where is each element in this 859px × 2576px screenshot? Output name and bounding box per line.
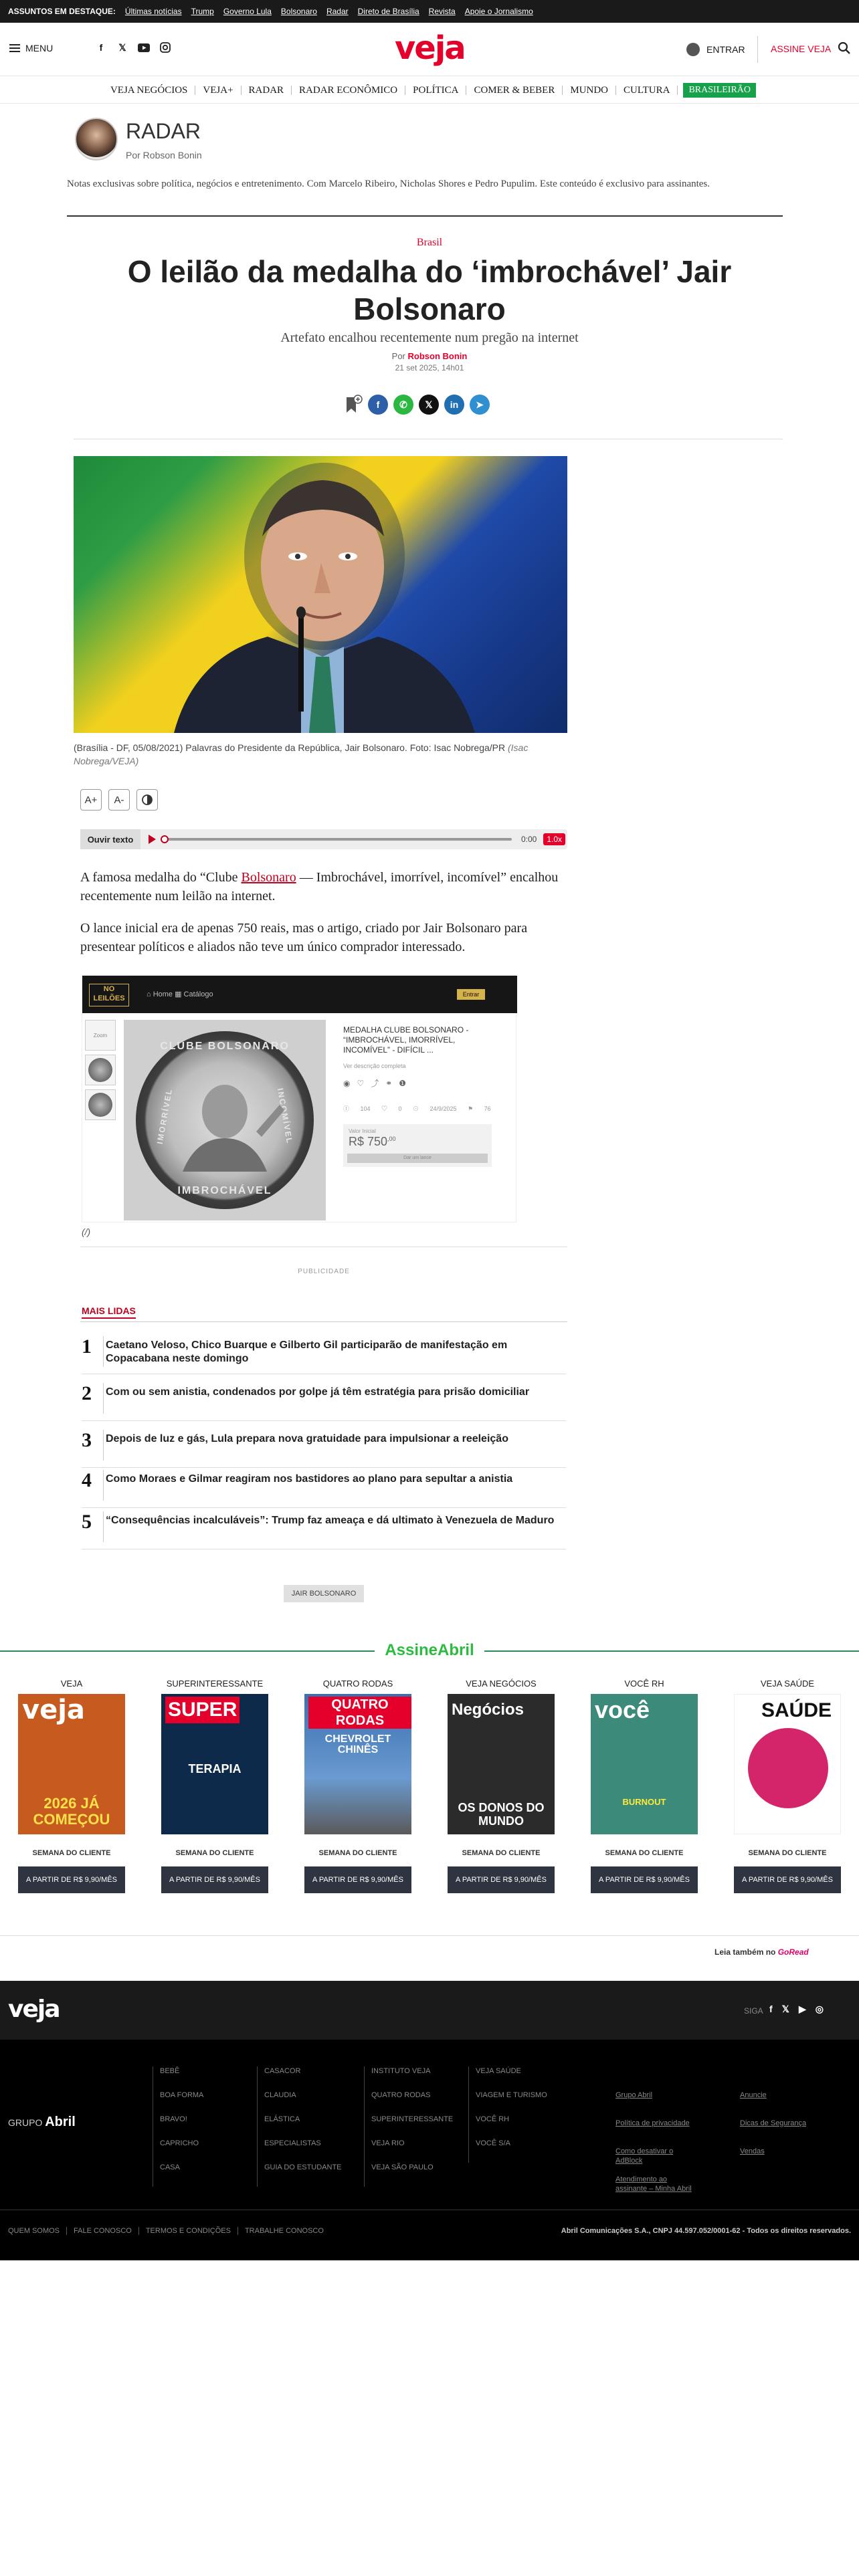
- price-cents: ,00: [387, 1136, 396, 1142]
- magazine-cover[interactable]: [448, 1694, 555, 1834]
- footer-link[interactable]: VOCÊ S/A: [476, 2139, 510, 2147]
- login-label: ENTRAR: [706, 44, 745, 55]
- nav-item[interactable]: VEJA+: [195, 86, 241, 95]
- footer-link[interactable]: BEBÊ: [160, 2067, 180, 2075]
- share-bar: [344, 395, 490, 415]
- most-read-headline[interactable]: Depois de luz e gás, Lula prepara nova gratuidade para impulsionar a reeleição: [106, 1433, 508, 1444]
- publish-date: 21 set 2025, 14h01: [395, 363, 464, 372]
- facebook-icon[interactable]: f: [769, 2004, 773, 2014]
- magazine-name: QUATRO RODAS: [322, 1679, 393, 1689]
- footer-link[interactable]: BRAVO!: [160, 2115, 187, 2123]
- trending-link[interactable]: Bolsonaro: [280, 7, 317, 16]
- author-link[interactable]: Robson Bonin: [407, 351, 468, 361]
- paragraph-text: — Imbrochável, imorrível, incomível” encalhou recentemente num leilão na internet.: [80, 870, 559, 903]
- divider: [67, 215, 783, 217]
- footer-link[interactable]: Anuncie: [740, 2091, 767, 2099]
- nav-item[interactable]: VEJA NEGÓCIOS: [103, 86, 195, 95]
- telegram-icon[interactable]: ➤: [470, 395, 490, 415]
- image-thumb: [85, 1055, 116, 1085]
- bookmark-icon[interactable]: [344, 395, 363, 415]
- nav-item[interactable]: POLÍTICA: [405, 86, 466, 95]
- hamburger-icon: [9, 44, 20, 52]
- most-read-heading: MAIS LIDAS: [82, 1305, 136, 1319]
- trending-link[interactable]: Governo Lula: [223, 7, 272, 16]
- section-nav: [0, 77, 859, 104]
- medal-text-right: INCOMÍVEL: [275, 1087, 295, 1145]
- auction-site-header: [82, 976, 517, 1013]
- x-icon[interactable]: 𝕏: [118, 41, 126, 53]
- x-icon[interactable]: 𝕏: [781, 2004, 789, 2014]
- caption-credit: (Isac Nobrega/VEJA): [74, 742, 529, 766]
- article-title: O leilão da medalha do ‘imbrochável’ Jair Bolsonaro: [127, 254, 732, 326]
- price-box: [343, 1124, 492, 1167]
- byline-prefix: Por: [391, 351, 405, 361]
- most-read-item[interactable]: [82, 1469, 566, 1509]
- medal-image: [136, 1031, 314, 1209]
- whatsapp-icon[interactable]: ✆: [393, 395, 413, 415]
- product-action-icons: ◉♡⤴⚭❶: [343, 1079, 413, 1088]
- font-decrease-button[interactable]: A-: [108, 789, 130, 811]
- rank-number: 2: [82, 1382, 92, 1404]
- facebook-icon[interactable]: f: [99, 42, 103, 53]
- magazine-offer: [151, 1679, 278, 1893]
- medal-photo: [124, 1020, 326, 1220]
- cover-title: Negócios: [452, 1701, 524, 1719]
- header-divider: [757, 36, 758, 63]
- trending-link[interactable]: Direto de Brasília: [357, 7, 419, 16]
- follow-label: SIGA: [744, 2006, 763, 2016]
- offer-label: SEMANA DO CLIENTE: [605, 1849, 684, 1857]
- cover-headline: CHEVROLET CHINÊS: [324, 1733, 391, 1755]
- trending-label: ASSUNTOS EM DESTAQUE:: [8, 7, 116, 16]
- medal-text-top: CLUBE BOLSONARO: [160, 1041, 290, 1052]
- footer-links: [0, 2040, 859, 2260]
- read-also-label: Leia também no: [714, 1947, 776, 1957]
- listen-label: Ouvir texto: [80, 829, 140, 849]
- footer-link[interactable]: VEJA SAÚDE: [476, 2067, 521, 2075]
- cover-title: veja: [22, 1695, 85, 1725]
- cover-headline: BURNOUT: [622, 1797, 666, 1807]
- most-read-item[interactable]: [82, 1510, 566, 1550]
- columnist-avatar[interactable]: [75, 118, 118, 160]
- footer-link[interactable]: CASACOR: [264, 2067, 301, 2075]
- login-button[interactable]: [686, 43, 745, 56]
- column-author: Por Robson Bonin: [126, 150, 202, 160]
- rank-number: 4: [82, 1469, 92, 1491]
- site-header: [0, 23, 859, 76]
- magazine-offer: [438, 1679, 565, 1893]
- cover-headline: TERAPIA: [188, 1762, 242, 1776]
- linkedin-icon[interactable]: in: [444, 395, 464, 415]
- price-value: [349, 1135, 396, 1149]
- footer-link[interactable]: SUPERINTERESSANTE: [371, 2115, 454, 2123]
- footer-top: [0, 1981, 859, 2040]
- divider: [0, 1935, 859, 1936]
- footer-column: [609, 2090, 696, 2203]
- magazine-cover[interactable]: [591, 1694, 698, 1834]
- subscribe-offer-button[interactable]: A PARTIR DE R$ 9,90/MÊS: [448, 1866, 555, 1893]
- audio-time: 0:00: [521, 835, 537, 844]
- footer-link[interactable]: CASA: [160, 2163, 180, 2171]
- magazine-offer: [581, 1679, 708, 1893]
- footer-column: [257, 2066, 342, 2187]
- footer-link[interactable]: VOCÊ RH: [476, 2115, 510, 2123]
- footer-link[interactable]: Vendas: [740, 2147, 765, 2155]
- magazine-cover[interactable]: [161, 1694, 268, 1834]
- footer-bottom-link[interactable]: QUEM SOMOS: [8, 2227, 67, 2235]
- assine-abril-logo[interactable]: AssineAbril: [375, 1641, 484, 1660]
- bid-button: Dar um lance: [347, 1154, 488, 1163]
- article-kicker[interactable]: Brasil: [416, 237, 443, 248]
- photo-caption: [74, 741, 542, 768]
- copyright: Abril Comunicações S.A., CNPJ 44.597.052/0001-62 - Todos os direitos reservados.: [561, 2227, 851, 2235]
- medal-text-bottom: IMBROCHÁVEL: [177, 1185, 272, 1196]
- nav-item[interactable]: RADAR ECONÔMICO: [292, 86, 405, 95]
- footer-bottom-links: [8, 2227, 330, 2235]
- bolsonaro-link[interactable]: Bolsonaro: [241, 870, 296, 885]
- cover-title: você: [595, 1696, 650, 1723]
- article-paragraph: [80, 868, 567, 905]
- footer-link[interactable]: ELÁSTICA: [264, 2115, 300, 2123]
- article-subtitle: Artefato encalhou recentemente num pregão na internet: [280, 330, 579, 345]
- subscribe-link[interactable]: ASSINE VEJA: [771, 43, 832, 54]
- footer-link[interactable]: GUIA DO ESTUDANTE: [264, 2163, 342, 2171]
- nav-highlight-badge[interactable]: BRASILEIRÃO: [683, 83, 756, 98]
- trending-link[interactable]: Radar: [326, 7, 349, 16]
- most-read-item[interactable]: [82, 1382, 566, 1422]
- price-main: R$ 750: [349, 1135, 388, 1148]
- nav-item[interactable]: RADAR: [242, 86, 292, 95]
- auction-screenshot: [82, 975, 516, 1222]
- subscribe-offer-button[interactable]: A PARTIR DE R$ 9,90/MÊS: [304, 1866, 411, 1893]
- trending-strip: [0, 0, 859, 23]
- subscribe-offer-button[interactable]: A PARTIR DE R$ 9,90/MÊS: [591, 1866, 698, 1893]
- article-photo: [74, 456, 567, 733]
- most-read-item[interactable]: [82, 1335, 566, 1375]
- magazine-cover[interactable]: [18, 1694, 125, 1834]
- grupo-abril-logo[interactable]: [8, 2115, 76, 2130]
- facebook-icon[interactable]: f: [368, 395, 388, 415]
- audio-progress-track[interactable]: [164, 838, 512, 841]
- product-title: MEDALHA CLUBE BOLSONARO - “IMBROCHÁVEL, IMORRÍVEL, INCOMÍVEL” - DIFÍCIL ...: [343, 1025, 469, 1055]
- goread-logo[interactable]: GoRead: [777, 1947, 809, 1957]
- cover-headline: 2026 JÁ COMEÇOU: [33, 1795, 110, 1828]
- subscribe-offer-button[interactable]: A PARTIR DE R$ 9,90/MÊS: [161, 1866, 268, 1893]
- zoom-thumb: [85, 1020, 116, 1051]
- trending-link[interactable]: Apoie o Jornalismo: [464, 7, 533, 16]
- header-social: [95, 41, 171, 53]
- article-paragraph: O lance inicial era de apenas 750 reais, mas o artigo, criado por Jair Bolsonaro para presentear políticos e aliados não teve um único comprador interessado.: [80, 921, 528, 954]
- footer-link[interactable]: CAPRICHO: [160, 2139, 199, 2147]
- nav-item[interactable]: COMER & BEBER: [466, 86, 563, 95]
- paragraph-text: A famosa medalha do “Clube: [80, 870, 242, 885]
- auction-site-button: Entrar: [457, 989, 485, 1000]
- search-icon[interactable]: [838, 41, 851, 59]
- magazine-name: SUPERINTERESSANTE: [166, 1679, 264, 1689]
- footer-link[interactable]: Atendimento ao assinante – Minha Abril: [615, 2175, 692, 2193]
- magazine-name: VEJA SAÚDE: [760, 1679, 815, 1689]
- contrast-icon[interactable]: [136, 789, 158, 811]
- subscribe-offer-button[interactable]: A PARTIR DE R$ 9,90/MÊS: [18, 1866, 125, 1893]
- magazine-name: VOCÊ RH: [624, 1679, 664, 1689]
- footer-link[interactable]: Dicas de Segurança: [740, 2119, 807, 2127]
- cover-title: SUPER: [165, 1697, 240, 1723]
- trending-link[interactable]: Últimas notícias: [124, 7, 182, 16]
- footer-link[interactable]: INSTITUTO VEJA: [371, 2067, 431, 2075]
- veja-logo[interactable]: veja: [395, 29, 465, 67]
- footer-column: [468, 2066, 547, 2163]
- rank-number: 3: [82, 1429, 92, 1451]
- magazine-cover[interactable]: [304, 1694, 411, 1834]
- audio-player: [80, 829, 567, 849]
- most-read-headline[interactable]: Como Moraes e Gilmar reagiram nos bastidores ao plano para sepultar a anistia: [106, 1473, 513, 1485]
- footer-link[interactable]: QUATRO RODAS: [371, 2091, 431, 2099]
- most-read-headline[interactable]: Com ou sem anistia, condenados por golpe já têm estratégia para prisão domiciliar: [106, 1386, 530, 1398]
- accessibility-tools: [80, 789, 158, 811]
- product-stats: Ⓘ 104 ♡ 0 ⊙ 24/9/2025 ⚑ 76: [343, 1105, 491, 1112]
- footer-link[interactable]: CLAUDIA: [264, 2091, 296, 2099]
- footer-link[interactable]: Grupo Abril: [615, 2091, 653, 2099]
- image-thumb: [85, 1089, 116, 1120]
- footer-column: [364, 2066, 453, 2187]
- rank-number: 5: [82, 1511, 92, 1533]
- group-brand: Abril: [45, 2115, 76, 2129]
- font-increase-button[interactable]: A+: [80, 789, 102, 811]
- instagram-icon[interactable]: [159, 41, 171, 53]
- most-read-headline[interactable]: Caetano Veloso, Chico Buarque e Gilberto Gil participarão de manifestação em Copacabana neste domingo: [106, 1339, 508, 1364]
- footer-bottom-link[interactable]: FALE CONOSCO: [67, 2227, 139, 2235]
- footer-link[interactable]: ESPECIALISTAS: [264, 2139, 321, 2147]
- footer-column: [153, 2066, 203, 2187]
- footer-bottom-link[interactable]: TRABALHE CONOSCO: [244, 2227, 324, 2235]
- zoom-label: Zoom: [93, 1032, 108, 1039]
- subscribe-offer-button[interactable]: A PARTIR DE R$ 9,90/MÊS: [734, 1866, 841, 1893]
- most-read-item[interactable]: [82, 1428, 566, 1469]
- column-description: Notas exclusivas sobre política, negócios e entretenimento. Com Marcelo Ribeiro, Nicholas Shores e Pedro Pupulim. Este conteúdo é exclusivo para assinantes.: [67, 179, 710, 189]
- nav-item[interactable]: MUNDO: [563, 86, 616, 95]
- read-also[interactable]: [714, 1947, 809, 1957]
- byline: [0, 351, 859, 361]
- group-label: GRUPO: [8, 2117, 43, 2128]
- magazine-name: VEJA NEGÓCIOS: [466, 1679, 537, 1689]
- embed-link[interactable]: (/): [82, 1226, 91, 1237]
- rank-number: 1: [82, 1335, 92, 1358]
- offer-label: SEMANA DO CLIENTE: [748, 1849, 827, 1857]
- offer-label: SEMANA DO CLIENTE: [175, 1849, 254, 1857]
- user-icon: [686, 43, 700, 56]
- footer-bottom-link[interactable]: TERMOS E CONDIÇÕES: [139, 2227, 238, 2235]
- topic-tag[interactable]: JAIR BOLSONARO: [284, 1585, 364, 1602]
- magazine-cover[interactable]: [734, 1694, 841, 1834]
- cover-art: [748, 1728, 828, 1808]
- footer-veja-logo[interactable]: veja: [8, 1996, 60, 2023]
- advertising-label: PUBLICIDADE: [298, 1268, 350, 1275]
- auction-site-logo: NO LEILÕES: [89, 984, 129, 1006]
- trending-link[interactable]: Revista: [428, 7, 456, 16]
- footer-social: [769, 2004, 824, 2015]
- menu-button[interactable]: [9, 43, 53, 53]
- trending-link[interactable]: Trump: [191, 7, 214, 16]
- divider: [80, 1321, 567, 1322]
- menu-label: MENU: [25, 43, 54, 53]
- footer-link[interactable]: BOA FORMA: [160, 2091, 204, 2099]
- youtube-icon[interactable]: [138, 41, 150, 53]
- x-icon[interactable]: 𝕏: [419, 395, 439, 415]
- offer-label: SEMANA DO CLIENTE: [32, 1849, 111, 1857]
- most-read-headline[interactable]: “Consequências incalculáveis”: Trump faz ameaça e dá ultimato à Venezuela de Maduro: [106, 1515, 555, 1526]
- cover-headline: OS DONOS DO MUNDO: [458, 1801, 545, 1828]
- footer-column: [733, 2090, 806, 2175]
- footer-link[interactable]: Política de privacidade: [615, 2119, 690, 2127]
- playback-speed-button[interactable]: 1.0x: [543, 833, 565, 845]
- audio-progress-knob[interactable]: [161, 835, 169, 843]
- footer-link[interactable]: Como desativar o AdBlock: [615, 2147, 674, 2165]
- magazine-name: VEJA: [60, 1679, 83, 1689]
- cover-title: QUATRO RODAS: [308, 1697, 411, 1729]
- offer-label: SEMANA DO CLIENTE: [318, 1849, 397, 1857]
- play-icon[interactable]: [149, 835, 156, 844]
- nav-item[interactable]: CULTURA: [616, 86, 678, 95]
- medal-text-left: IMORRÍVEL: [155, 1087, 175, 1145]
- cover-title: SAÚDE: [761, 1699, 832, 1721]
- youtube-icon[interactable]: ▶: [798, 2004, 806, 2014]
- magazine-offer: [724, 1679, 851, 1893]
- offer-label: SEMANA DO CLIENTE: [462, 1849, 541, 1857]
- caption-text: (Brasília - DF, 05/08/2021) Palavras do Presidente da República, Jair Bolsonaro. Foto: Isac Nobrega/PR: [74, 742, 506, 753]
- footer-link[interactable]: VEJA SÃO PAULO: [371, 2163, 434, 2171]
- footer-link[interactable]: VEJA RIO: [371, 2139, 405, 2147]
- magazine-offer: [294, 1679, 421, 1893]
- magazine-offer: [8, 1679, 135, 1893]
- product-description-link: Ver descrição completa: [343, 1063, 406, 1069]
- footer-link[interactable]: VIAGEM E TURISMO: [476, 2091, 547, 2099]
- instagram-icon[interactable]: ◎: [815, 2004, 824, 2014]
- price-label: Valor Inicial: [349, 1128, 376, 1134]
- auction-site-nav: ⌂ Home ▦ Catálogo: [147, 990, 213, 998]
- column-title[interactable]: RADAR: [126, 119, 201, 143]
